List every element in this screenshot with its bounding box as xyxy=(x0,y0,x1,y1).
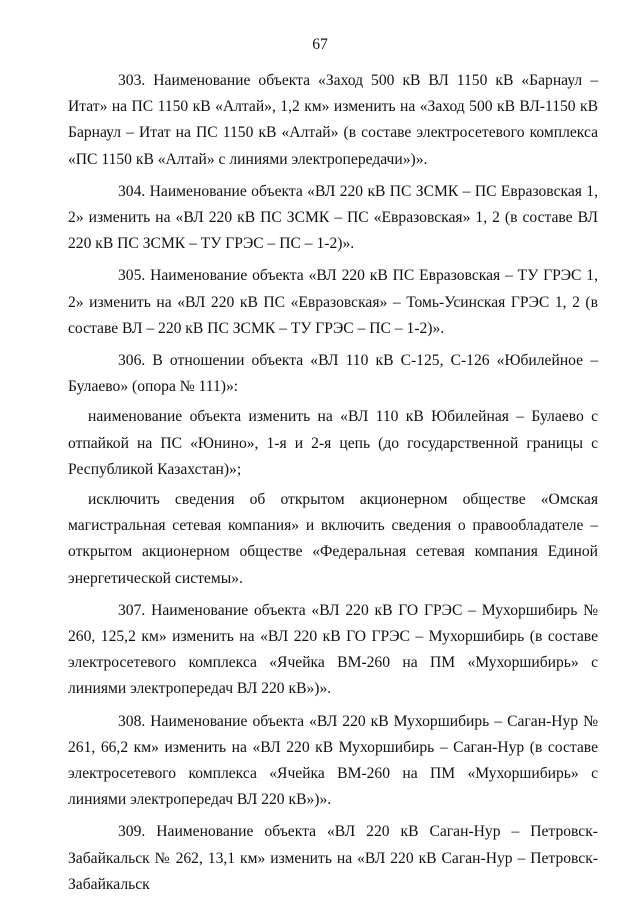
paragraph-306: 306. В отношении объекта «ВЛ 110 кВ С-125, С-126 «Юбилейное – Булаево» (опора № 111)»: xyxy=(68,352,598,396)
paragraph-306-owner: исключить сведения об открытом акционерном обществе «Омская магистральная сетевая компания» и включить сведения о правообладателе – открытом акционерном обществе «Федеральная сетевая компания Единой энергетической системы». xyxy=(68,491,598,587)
paragraph-308: 308. Наименование объекта «ВЛ 220 кВ Мухоршибирь – Саган-Нур № 261, 66,2 км» изменить на «ВЛ 220 кВ Мухоршибирь – Саган-Нур (в составе электросетевого комплекса «Ячейка ВМ-260 на ПМ «Мухоршибирь» с линиями электропередач ВЛ 220 кВ»)». xyxy=(68,712,598,809)
paragraph-304: 304. Наименование объекта «ВЛ 220 кВ ПС ЗСМК – ПС Евразовская 1, 2» изменить на «ВЛ 220 кВ ПС ЗСМК – ПС «Евразовская» 1, 2 (в составе ВЛ 220 кВ ПС ЗСМК – ТУ ГРЭС – ПС – 1-2)». xyxy=(68,182,598,253)
paragraph-305: 305. Наименование объекта «ВЛ 220 кВ ПС Евразовская – ТУ ГРЭС 1, 2» изменить на «ВЛ 220 кВ ПС «Евразовская» – Томь-Усинская ГРЭС 1, 2 (в составе ВЛ – 220 кВ ПС ЗСМК – ТУ ГРЭС – ПС – 1-2)». xyxy=(68,267,598,337)
paragraph-309: 309. Наименование объекта «ВЛ 220 кВ Саган-Нур – Петровск-Забайкальск № 262, 13,1 км» изменить на «ВЛ 220 кВ Саган-Нур – Петровск-Забайкальск xyxy=(68,823,598,893)
page-number: 67 xyxy=(312,36,328,53)
paragraph-307: 307. Наименование объекта «ВЛ 220 кВ ГО ГРЭС – Мухоршибирь № 260, 125,2 км» изменить на «ВЛ 220 кВ ГО ГРЭС – Мухоршибирь (в составе электросетевого комплекса «Ячейка ВМ-260 на ПМ «Мухоршибирь» с линиями электропередач ВЛ 220 кВ»)». xyxy=(68,601,598,698)
paragraph-306-rename: наименование объекта изменить на «ВЛ 110 кВ Юбилейная – Булаево с отпайкой на ПС «Юнино», 1-я и 2-я цепь (до государственной границы с Республикой Казахстан)»; xyxy=(68,408,598,478)
document-body xyxy=(68,68,598,902)
paragraph-303: 303. Наименование объекта «Заход 500 кВ ВЛ 1150 кВ «Барнаул – Итат» на ПС 1150 кВ «Алтай», 1,2 км» изменить на «Заход 500 кВ ВЛ-1150 кВ Барнаул – Итат на ПС 1150 кВ «Алтай» (в составе электросетевого комплекса «ПС 1150 кВ «Алтай» с линиями электропередачи»)». xyxy=(68,72,598,168)
